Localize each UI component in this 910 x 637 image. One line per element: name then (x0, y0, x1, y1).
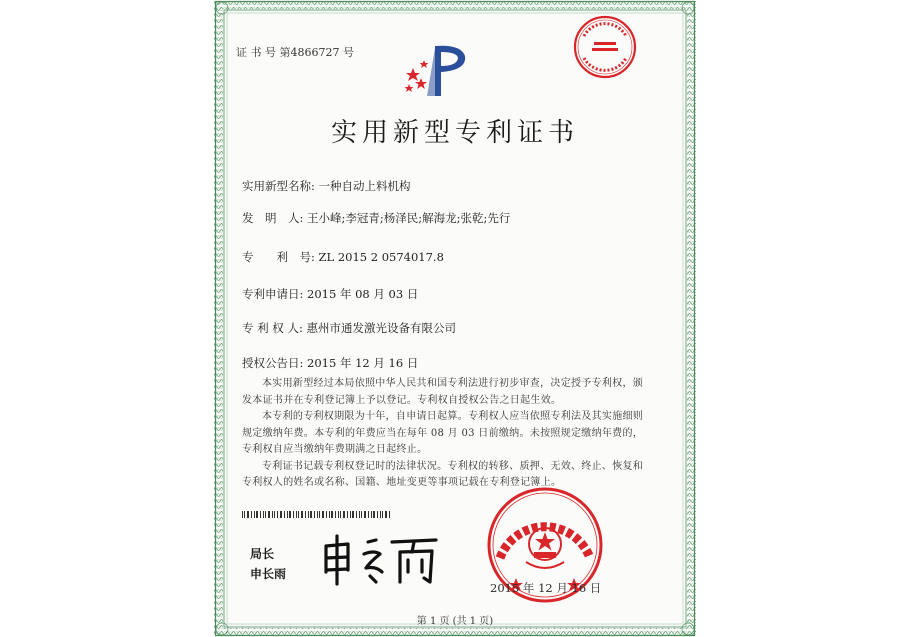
page-footer: 第 1 页 (共 1 页) (416, 616, 494, 627)
director-signature (318, 532, 448, 588)
field-label: 授权公告日: (242, 356, 304, 370)
field-label: 专 利 权 人: (242, 321, 303, 335)
field-value: 2015 年 12 月 16 日 (307, 356, 419, 370)
field-value: 王小峰;李冠青;杨泽民;解海龙;张乾;先行 (307, 211, 511, 225)
certificate-number: 证 书 号 第4866727 号 (236, 46, 354, 59)
field-value: 2015 年 08 月 03 日 (307, 287, 419, 301)
field-label: 专利申请日: (242, 287, 304, 301)
field-grant-date (242, 355, 418, 371)
body-paragraph: 本专利的专利权期限为十年，自申请日起算。专利权人应当依照专利法及其实施细则规定缴纳年费。本专利的年费应当在每年 08 月 03 日前缴纳。未按照规定缴纳年费的，专利权自应当缴纳年费期满之日起终止。 (242, 411, 644, 455)
field-label: 发 明 人: (242, 211, 304, 225)
certificate-body-text (242, 376, 652, 492)
field-application-date (242, 286, 418, 302)
director-name: 申长雨 (250, 567, 287, 581)
field-value: 一种自动上料机构 (318, 179, 411, 193)
field-inventors (242, 210, 510, 226)
field-label: 实用新型名称: (242, 179, 315, 193)
barcode (242, 511, 392, 518)
national-emblem-icon (526, 528, 564, 568)
field-utility-model-name (242, 178, 411, 194)
field-value: 惠州市通发激光设备有限公司 (306, 321, 456, 335)
field-patentee (242, 320, 456, 336)
director-title: 局长 (250, 547, 275, 561)
certificate-title: 实用新型专利证书 (330, 118, 579, 148)
official-seal-small-icon (572, 14, 638, 80)
field-label: 专 利 号: (242, 250, 315, 264)
body-paragraph: 专利证书记载专利权登记时的法律状况。专利权的转移、质押、无效、终止、恢复和专利权人的姓名或名称、国籍、地址变更等事项记载在专利登记簿上。 (242, 460, 644, 488)
seal-date: 2015 年 12 月 16 日 (490, 581, 602, 595)
patent-office-logo-icon (399, 38, 479, 102)
field-value: ZL 2015 2 0574017.8 (318, 250, 444, 264)
patent-certificate (214, 0, 696, 637)
body-paragraph: 本实用新型经过本局依照中华人民共和国专利法进行初步审查，决定授予专利权，颁发本证书并在专利登记簿上予以登记。专利权自授权公告之日起生效。 (242, 378, 644, 406)
field-patent-number (242, 249, 444, 265)
